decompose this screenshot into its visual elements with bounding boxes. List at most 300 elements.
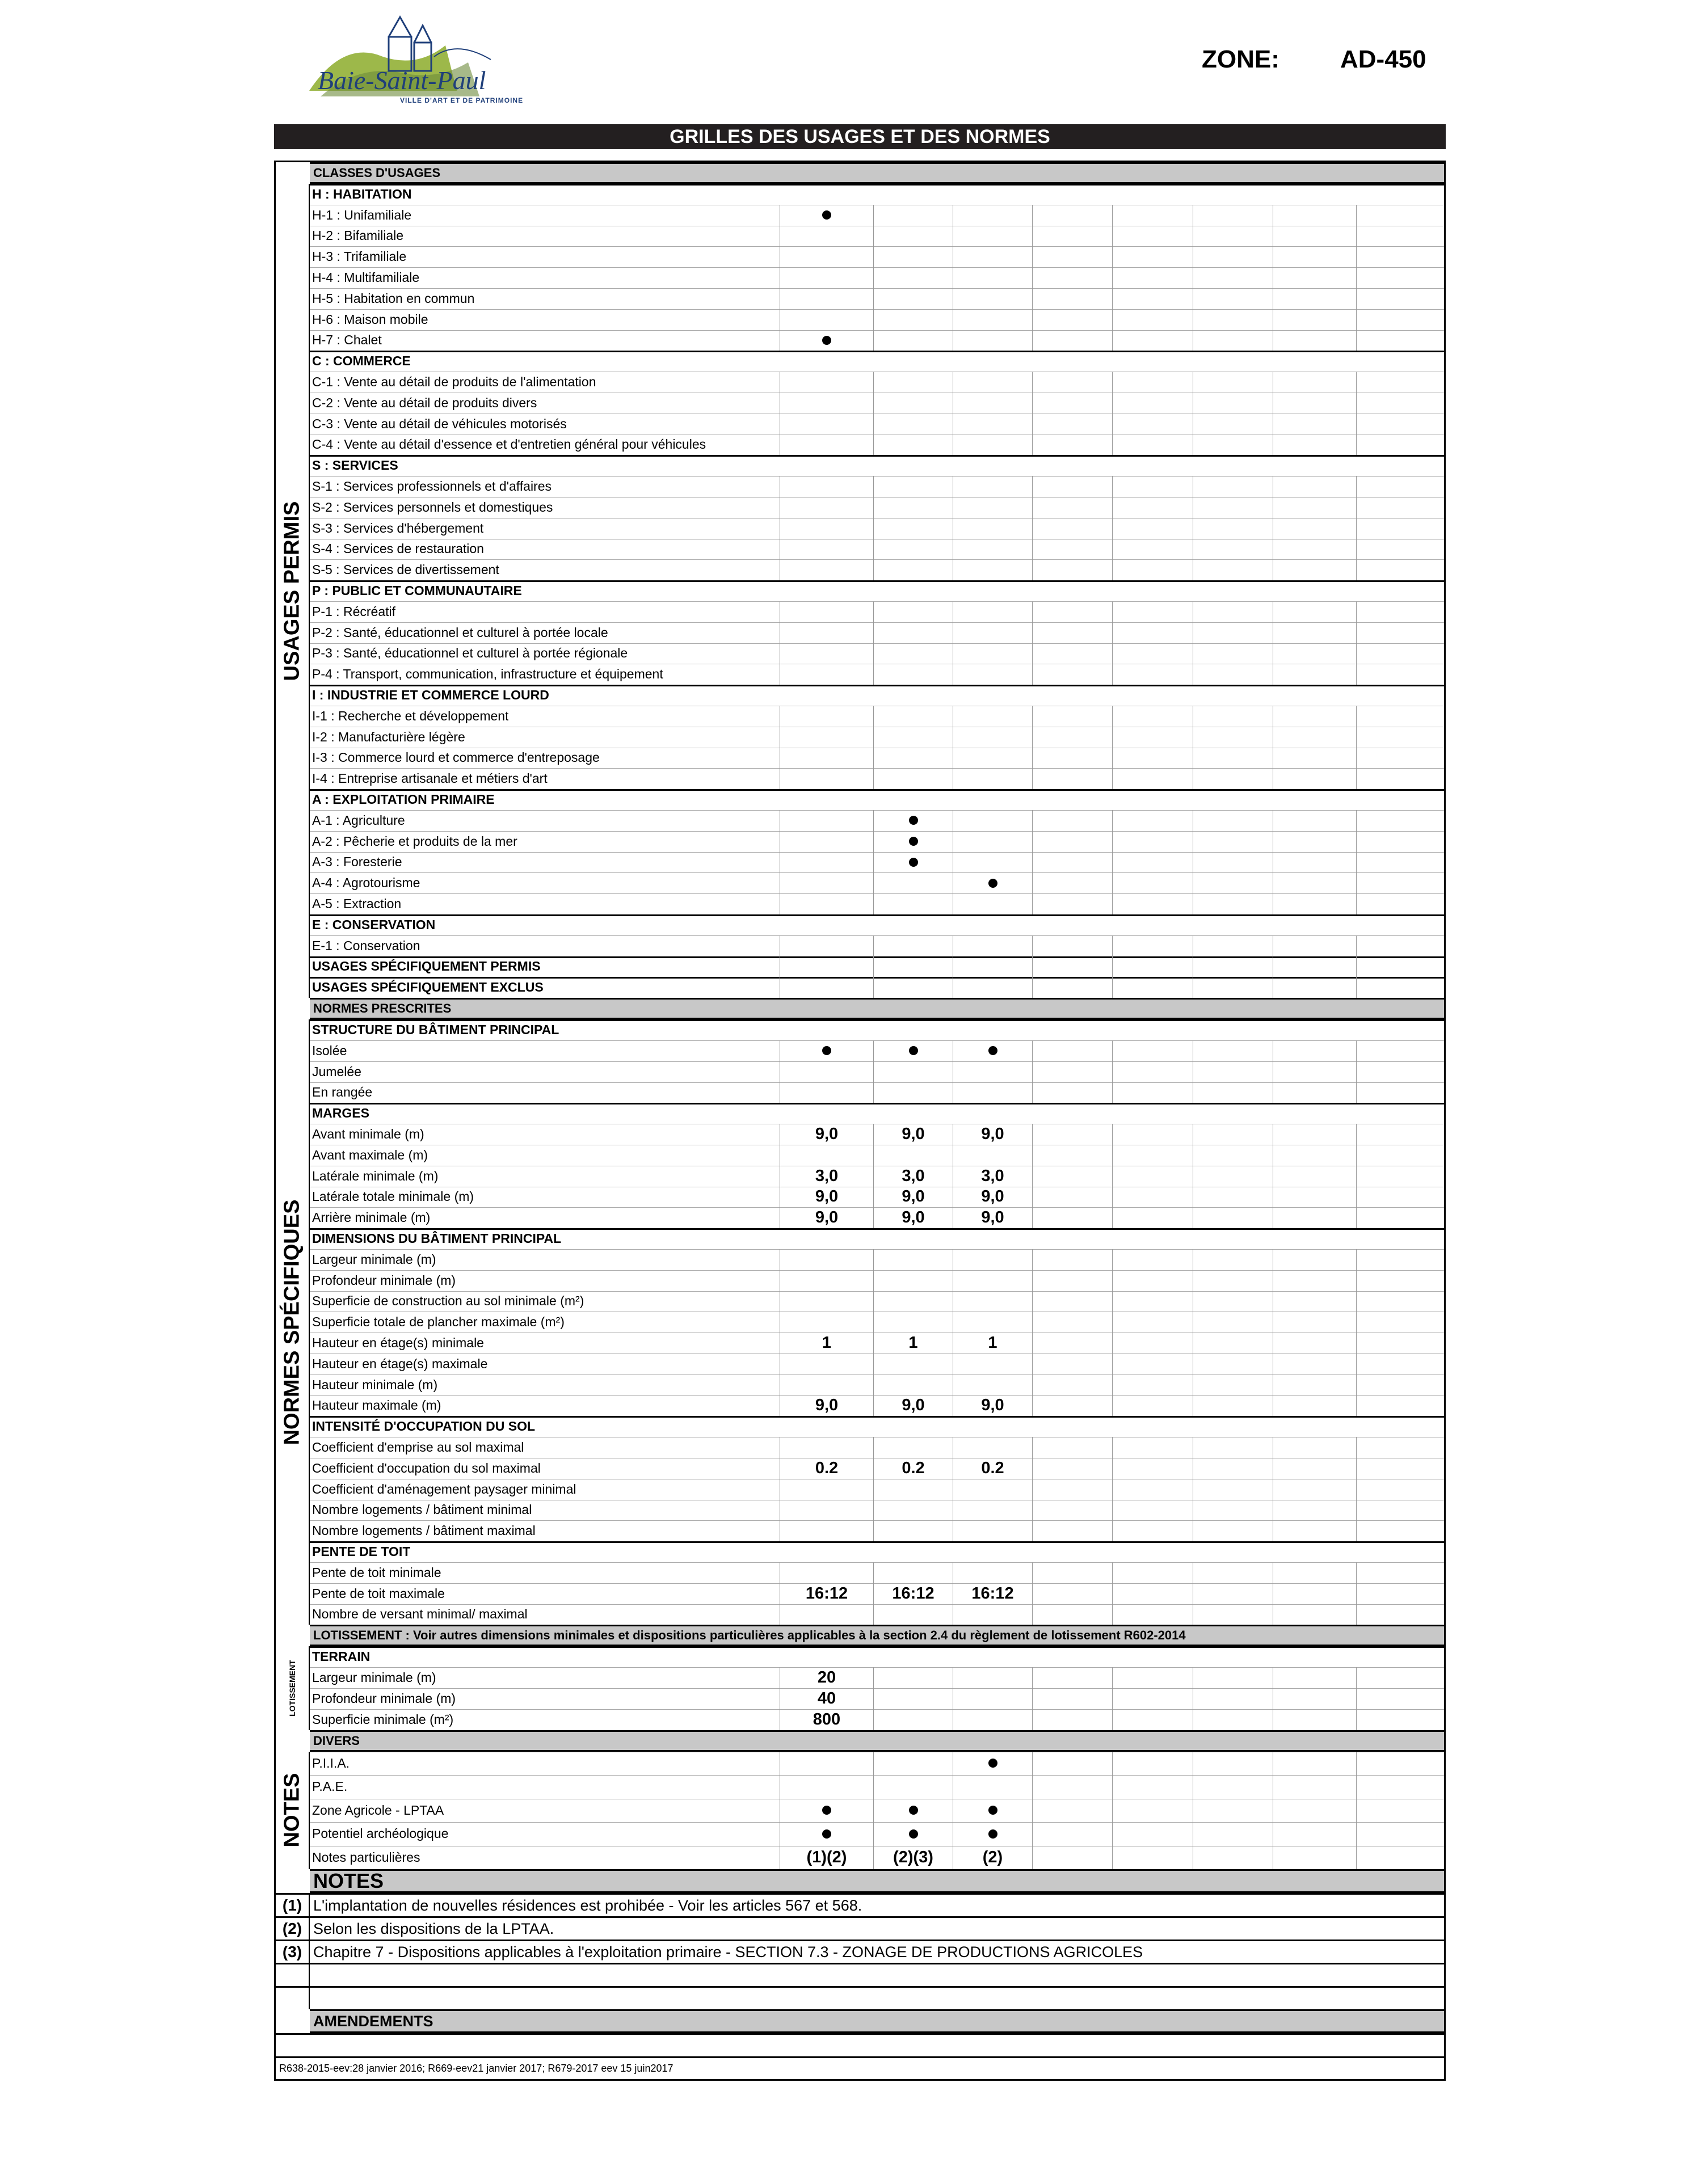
grid-cell: [953, 831, 1032, 852]
grid-cell: [1032, 1479, 1112, 1500]
grid-cell: [780, 1312, 873, 1333]
grid-cell: [780, 559, 873, 580]
grid-cell: [1112, 956, 1193, 977]
grid-cell: [1193, 1333, 1273, 1354]
table-row: [276, 872, 1444, 893]
table-row: [276, 559, 1444, 580]
side-section-normes: [276, 1019, 310, 1625]
bullet-icon: [822, 1046, 831, 1055]
grid-cell: [780, 706, 873, 727]
grid-cell: [1112, 1437, 1193, 1458]
table-row: [276, 1082, 1444, 1103]
grid-cell: [1032, 1249, 1112, 1270]
grid-cell: [873, 1775, 953, 1799]
grid-cell: [1356, 1061, 1444, 1082]
grid-cell: [953, 1667, 1032, 1688]
bullet-icon: [822, 1806, 831, 1815]
grid-cell: [873, 706, 953, 727]
grid-cell: [780, 1082, 873, 1103]
grid-cell: [1112, 288, 1193, 309]
grid-cell: [953, 372, 1032, 393]
grid-cell: [1032, 768, 1112, 789]
grid-cell: [1112, 643, 1193, 664]
grid-cell: [780, 1061, 873, 1082]
grid-cell: [1193, 1709, 1273, 1730]
grid-cell: [1193, 664, 1273, 685]
grid-cell: [1273, 518, 1356, 539]
grid-cell: [780, 1375, 873, 1395]
row-label: P.I.I.A.: [312, 1755, 350, 1770]
grid-cell: [1193, 1354, 1273, 1375]
grid-cell: [1273, 1799, 1356, 1823]
grid-cell: [1193, 935, 1273, 956]
row-label: A : EXPLOITATION PRIMAIRE: [312, 792, 495, 807]
grid-cell: [1273, 1458, 1356, 1479]
grid-cell: [1193, 1207, 1273, 1228]
grid-cell: [1356, 727, 1444, 748]
grid-cell: [1193, 1562, 1273, 1583]
grid-cell: [1112, 1562, 1193, 1583]
row-divider: [310, 914, 1444, 916]
grid-cell: [1193, 872, 1273, 893]
note-text: Selon les dispositions de la LPTAA.: [313, 1920, 554, 1937]
grid-cell: [1356, 1040, 1444, 1061]
grid-cell: [1032, 831, 1112, 852]
grid-cell: [780, 1822, 873, 1846]
grid-cell: [1356, 1375, 1444, 1395]
grid-cell: [1193, 1061, 1273, 1082]
grid-cell: [953, 1520, 1032, 1541]
grid-cell: [1193, 1270, 1273, 1291]
side-section-label: NOTES: [280, 1773, 304, 1848]
grid-cell: [1112, 1207, 1193, 1228]
grid-cell: [1273, 1207, 1356, 1228]
grid-cell: [1356, 1458, 1444, 1479]
row-label: I-3 : Commerce lourd et commerce d'entreposage: [312, 750, 600, 765]
grid-cell: [1032, 414, 1112, 435]
grid-cell: [1356, 1500, 1444, 1521]
grid-cell: [780, 267, 873, 288]
grid-cell: [1356, 205, 1444, 226]
grid-cell: [1193, 601, 1273, 622]
grid-cell: [1193, 372, 1273, 393]
grid-cell: [780, 664, 873, 685]
grid-cell: 9,0: [953, 1207, 1032, 1228]
logo-subtitle: VILLE D'ART ET DE PATRIMOINE: [400, 96, 524, 104]
table-row: [276, 414, 1444, 435]
grid-cell: [1273, 372, 1356, 393]
grid-cell: [1356, 664, 1444, 685]
amendement-row: [276, 2033, 1444, 2056]
grid-cell: [780, 810, 873, 831]
grid-cell: [953, 330, 1032, 351]
grid-cell: [780, 1520, 873, 1541]
row-label: H-6 : Maison mobile: [312, 311, 428, 327]
row-label: MARGES: [312, 1106, 369, 1121]
grid-cell: [953, 559, 1032, 580]
grid-cell: [953, 1291, 1032, 1312]
bullet-icon: [988, 1806, 997, 1815]
grid-cell: [1032, 1846, 1112, 1870]
grid-cell: [873, 1354, 953, 1375]
section-band-label: DIVERS: [313, 1733, 360, 1748]
grid-cell: [873, 622, 953, 643]
grid-cell: [780, 476, 873, 497]
grid-cell: [953, 267, 1032, 288]
grid-cell: [1273, 935, 1356, 956]
row-label: A-3 : Foresterie: [312, 854, 402, 870]
grid-cell: [1356, 267, 1444, 288]
grid-cell: [1112, 1187, 1193, 1208]
grid-cell: [780, 1479, 873, 1500]
grid-cell: [780, 497, 873, 518]
grid-cell: [953, 1775, 1032, 1799]
row-label: E-1 : Conservation: [312, 938, 420, 953]
grid-cell: 9,0: [873, 1395, 953, 1416]
grid-cell: [1193, 1479, 1273, 1500]
grid-cell: [1032, 309, 1112, 330]
bullet-icon: [909, 1806, 918, 1815]
grid-cell: [780, 1291, 873, 1312]
grid-cell: [1273, 1667, 1356, 1688]
grid-cell: 9,0: [953, 1187, 1032, 1208]
grid-cell: 1: [873, 1333, 953, 1354]
table-row: [276, 372, 1444, 393]
grid-cell: [1356, 1437, 1444, 1458]
row-label: Notes particulières: [312, 1849, 420, 1865]
grid-cell: [1356, 1667, 1444, 1688]
grid-cell: 0.2: [873, 1458, 953, 1479]
grid-cell: [1032, 1187, 1112, 1208]
grid-cell: [1193, 1688, 1273, 1709]
row-label: Jumelée: [312, 1064, 361, 1079]
grid-cell: [1273, 1479, 1356, 1500]
grid-cell: [873, 1500, 953, 1521]
grid-cell: [780, 935, 873, 956]
grid-cell: [873, 643, 953, 664]
grid-cell: [953, 476, 1032, 497]
row-label: P-1 : Récréatif: [312, 604, 395, 619]
grid-cell: [1032, 1354, 1112, 1375]
row-label: Potentiel archéologique: [312, 1826, 449, 1841]
grid-cell: [1273, 706, 1356, 727]
grid-cell: [1032, 664, 1112, 685]
grid-cell: [1273, 643, 1356, 664]
grid-cell: [1193, 748, 1273, 769]
table-row: [276, 1333, 1444, 1354]
grid-cell: [1273, 1437, 1356, 1458]
table-row: [276, 601, 1444, 622]
grid-cell: [1356, 246, 1444, 267]
row-label: Superficie totale de plancher maximale (m²): [312, 1314, 565, 1330]
grid-cell: [953, 622, 1032, 643]
grid-cell: [1032, 1145, 1112, 1166]
grid-cell: 0.2: [780, 1458, 873, 1479]
grid-cell: [1193, 246, 1273, 267]
grid-cell: [873, 372, 953, 393]
grid-cell: [780, 1354, 873, 1375]
grid-cell: [1112, 1458, 1193, 1479]
table-row: [276, 226, 1444, 247]
grid-cell: [1112, 393, 1193, 414]
grid-cell: [780, 1437, 873, 1458]
category-header-row: [276, 184, 1444, 205]
zone-value: AD-450: [1340, 45, 1426, 73]
grid-cell: [1032, 935, 1112, 956]
grid-cell: [780, 1270, 873, 1291]
grid-cell: [873, 1479, 953, 1500]
grid-cell: [1112, 205, 1193, 226]
grid-cell: [1356, 643, 1444, 664]
grid-cell: [1356, 831, 1444, 852]
grid-cell: [1112, 559, 1193, 580]
grid-cell: [1356, 1775, 1444, 1799]
grid-cell: [1193, 539, 1273, 560]
grid-cell: [873, 1375, 953, 1395]
row-divider: [310, 1646, 1444, 1648]
grid-cell: [1356, 893, 1444, 914]
grid-cell: [1112, 309, 1193, 330]
grid-cell: 9,0: [780, 1124, 873, 1145]
grid-cell: [1032, 1822, 1112, 1846]
table-row: [276, 1799, 1444, 1823]
row-label: A-4 : Agrotourisme: [312, 875, 420, 891]
grid-cell: [1273, 1752, 1356, 1776]
grid-cell: [1193, 1583, 1273, 1604]
grid-cell: [1273, 1775, 1356, 1799]
grid-cell: [1032, 1437, 1112, 1458]
grid-cell: [1273, 748, 1356, 769]
grid-cell: [780, 246, 873, 267]
grid-cell: [1273, 831, 1356, 852]
grid-cell: [873, 664, 953, 685]
row-label: En rangée: [312, 1085, 373, 1100]
grid-cell: [1193, 1458, 1273, 1479]
grid-cell: [1273, 664, 1356, 685]
grid-cell: [1193, 1187, 1273, 1208]
grid-cell: 9,0: [953, 1395, 1032, 1416]
grid-cell: [1273, 393, 1356, 414]
grid-cell: [1273, 810, 1356, 831]
grid-cell: [1032, 1061, 1112, 1082]
row-label: Nombre logements / bâtiment minimal: [312, 1502, 532, 1517]
table-row: [276, 518, 1444, 539]
grid-cell: [1356, 393, 1444, 414]
grid-cell: [780, 1145, 873, 1166]
side-section-notes: [276, 1752, 310, 1870]
row-label: Isolée: [312, 1043, 347, 1058]
logo-wordmark: Baie-Saint-Paul: [318, 66, 486, 95]
grid-cell: [1032, 1583, 1112, 1604]
grid-cell: [1193, 1752, 1273, 1776]
grid-cell: [953, 706, 1032, 727]
grid-cell: [1032, 1082, 1112, 1103]
table-row: [276, 1249, 1444, 1270]
grid-cell: [1193, 559, 1273, 580]
grid-cell: [1273, 1822, 1356, 1846]
row-label: Avant maximale (m): [312, 1147, 428, 1162]
grid-cell: [953, 977, 1032, 998]
side-section-lotissement: [276, 1646, 310, 1730]
grid-cell: [1112, 1709, 1193, 1730]
row-label: DIMENSIONS DU BÂTIMENT PRINCIPAL: [312, 1231, 562, 1246]
row-label: A-5 : Extraction: [312, 896, 402, 912]
grid-cell: [1356, 1752, 1444, 1776]
grid-cell: [873, 1082, 953, 1103]
grid-cell: [1356, 1562, 1444, 1583]
grid-cell: [780, 288, 873, 309]
table-row: [276, 309, 1444, 330]
grid-cell: [1112, 727, 1193, 748]
grid-cell: [1032, 226, 1112, 247]
grid-cell: [873, 1520, 953, 1541]
grid-cell: [873, 1249, 953, 1270]
grid-cell: [873, 1291, 953, 1312]
row-label: Hauteur maximale (m): [312, 1398, 441, 1413]
grid-cell: [1273, 1312, 1356, 1333]
row-label: S-2 : Services personnels et domestiques: [312, 499, 553, 515]
row-label: E : CONSERVATION: [312, 917, 436, 932]
grid-cell: [1193, 309, 1273, 330]
grid-cell: [1273, 727, 1356, 748]
grid-cell: [873, 831, 953, 852]
grid-cell: [1112, 1166, 1193, 1187]
grid-cell: [873, 226, 953, 247]
table-row: [276, 1667, 1444, 1688]
bullet-icon: [909, 858, 918, 867]
grid-cell: [873, 1709, 953, 1730]
grid-cell: [1273, 1249, 1356, 1270]
row-label: S-3 : Services d'hébergement: [312, 520, 484, 536]
grid-cell: [1032, 748, 1112, 769]
side-section-usages: [276, 184, 310, 998]
grid-cell: [953, 893, 1032, 914]
grid-cell: [1273, 1166, 1356, 1187]
grid-cell: [953, 497, 1032, 518]
grid-cell: [1356, 559, 1444, 580]
grid-cell: [1356, 810, 1444, 831]
grid-cell: [1032, 1375, 1112, 1395]
grid-cell: [953, 226, 1032, 247]
grid-cell: [1356, 1709, 1444, 1730]
grid-cell: [873, 1752, 953, 1776]
grid-cell: [953, 1752, 1032, 1776]
grid-cell: [1032, 1040, 1112, 1061]
table-row: [276, 768, 1444, 789]
grid-cell: [873, 601, 953, 622]
grid-cell: [873, 1040, 953, 1061]
grid-cell: [1193, 1312, 1273, 1333]
category-header-row: [276, 789, 1444, 810]
grid-cell: [873, 1562, 953, 1583]
grid-cell: [1032, 288, 1112, 309]
grid-cell: [1112, 872, 1193, 893]
grid-cell: [1356, 226, 1444, 247]
grid-cell: [1032, 559, 1112, 580]
grid-cell: [1032, 393, 1112, 414]
row-label: STRUCTURE DU BÂTIMENT PRINCIPAL: [312, 1022, 559, 1038]
table-row: [276, 1375, 1444, 1395]
row-label: H-1 : Unifamiliale: [312, 207, 412, 222]
grid-cell: [1356, 1145, 1444, 1166]
row-label: INTENSITÉ D'OCCUPATION DU SOL: [312, 1419, 536, 1434]
row-label: S-5 : Services de divertissement: [312, 562, 499, 577]
grid-cell: [1356, 768, 1444, 789]
grid-cell: [1112, 748, 1193, 769]
grid-cell: [953, 1061, 1032, 1082]
section-band: [310, 998, 1444, 1019]
grid-cell: [1032, 893, 1112, 914]
grid-cell: [1112, 1479, 1193, 1500]
category-header-row: [276, 1103, 1444, 1124]
grid-cell: (2)(3): [873, 1846, 953, 1870]
grid-cell: [873, 852, 953, 873]
row-label: A-2 : Pêcherie et produits de la mer: [312, 833, 517, 849]
grid-cell: [1356, 1822, 1444, 1846]
grid-cell: [1273, 1124, 1356, 1145]
grid-cell: [1032, 372, 1112, 393]
table-row: [276, 1270, 1444, 1291]
grid-cell: [1273, 414, 1356, 435]
grid-cell: [873, 476, 953, 497]
row-label: H-7 : Chalet: [312, 332, 382, 348]
grid-cell: [873, 977, 953, 998]
grid-cell: [1193, 977, 1273, 998]
grid-cell: [1032, 518, 1112, 539]
grid-cell: [1193, 476, 1273, 497]
grid-cell: [1193, 414, 1273, 435]
grid-cell: [1032, 872, 1112, 893]
table-row: [276, 1583, 1444, 1604]
grid-cell: [953, 1354, 1032, 1375]
row-label: Superficie de construction au sol minimale (m²): [312, 1293, 584, 1309]
grid-cell: [873, 518, 953, 539]
table-row: [276, 1562, 1444, 1583]
table-row: [276, 1775, 1444, 1799]
grid-cell: [953, 1145, 1032, 1166]
grid-cell: [1032, 1562, 1112, 1583]
grid-cell: [953, 1312, 1032, 1333]
grid-cell: [1032, 1667, 1112, 1688]
grid-cell: [1032, 435, 1112, 456]
section-band-label: LOTISSEMENT : Voir autres dimensions minimales et dispositions particulières applicables à la section 2.4 du règlement de lotissement R602-2014: [313, 1628, 1186, 1643]
grid-cell: [1356, 935, 1444, 956]
grid-cell: [1193, 1520, 1273, 1541]
grid-cell: [1356, 330, 1444, 351]
grid-cell: [1112, 1124, 1193, 1145]
row-label: Coefficient d'emprise au sol maximal: [312, 1440, 524, 1455]
grid-cell: [1356, 706, 1444, 727]
grid-cell: 16:12: [873, 1583, 953, 1604]
row-label: H : HABITATION: [312, 186, 412, 201]
note-row: [276, 1986, 1444, 2009]
grid-cell: [780, 205, 873, 226]
row-label: I-4 : Entreprise artisanale et métiers d'art: [312, 771, 548, 786]
row-label: P-3 : Santé, éducationnel et culturel à portée régionale: [312, 646, 628, 661]
table-row: [276, 956, 1444, 977]
grid-cell: [1112, 1520, 1193, 1541]
grid-cell: [780, 643, 873, 664]
grid-cell: [1273, 1145, 1356, 1166]
table-row: [276, 1437, 1444, 1458]
grid-cell: [1032, 622, 1112, 643]
grid-cell: 3,0: [780, 1166, 873, 1187]
grid-cell: [1032, 1124, 1112, 1145]
grid-cell: [873, 1312, 953, 1333]
note-row: [276, 1940, 1444, 1963]
table-row: [276, 727, 1444, 748]
grid-cell: [780, 748, 873, 769]
